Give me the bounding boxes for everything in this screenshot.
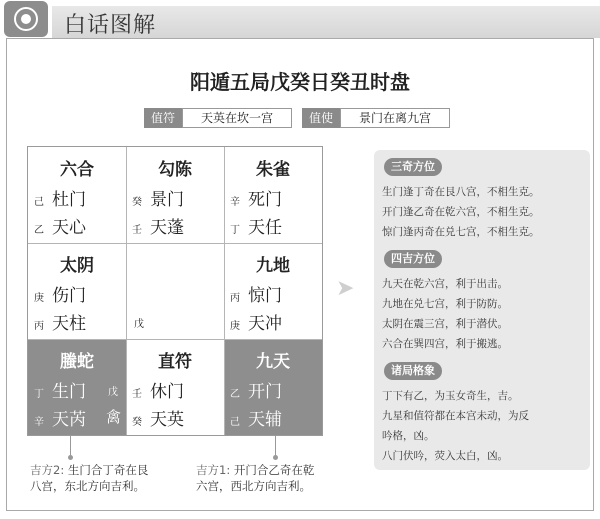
stem-bottom: 丁 — [230, 224, 240, 236]
zhishi-value: 景门在离九宫 — [340, 108, 450, 128]
zhifu-label: 值符 — [144, 108, 182, 128]
section-title-geju: 诸局格象 — [384, 362, 442, 380]
door: 生门 — [52, 382, 86, 402]
zhifu-value: 天英在坎一宫 — [182, 108, 292, 128]
door: 开门 — [248, 382, 282, 402]
zhifu-tag — [144, 108, 292, 128]
palace-god: 太阴 — [60, 256, 94, 276]
stem-bottom: 庚 — [230, 320, 240, 332]
palace-1 — [28, 147, 126, 243]
palace-god: 朱雀 — [256, 160, 290, 180]
sanqi-line: 开门逢乙奇在乾六宫，不相生克。 — [382, 206, 540, 218]
door: 伤门 — [52, 286, 86, 306]
palace-9 — [224, 339, 322, 435]
stem-top: 癸 — [132, 196, 142, 208]
siji-line: 九地在兑七宫，利于防防。 — [382, 298, 508, 310]
stem-bottom: 壬 — [132, 224, 142, 236]
palace-god: 勾陈 — [158, 160, 192, 180]
geju-line: 八门伏吟，荧入太白，凶。 — [382, 450, 508, 462]
door: 死门 — [248, 190, 282, 210]
grid-divider — [28, 243, 322, 244]
siji-line: 六合在巽四宫，利于搬逃。 — [382, 338, 508, 350]
palace-4 — [28, 243, 126, 339]
grid-divider — [224, 147, 225, 435]
note-right-line2: 六宫，西北方向吉利。 — [196, 479, 311, 493]
arrow-right-icon: ➤ — [336, 276, 355, 301]
palace-5 — [126, 243, 224, 339]
geju-line: 吟格，凶。 — [382, 430, 435, 442]
note-right-line1: 开门合乙奇在乾 — [233, 463, 315, 477]
note-left — [30, 462, 148, 494]
note-left-line1: 生门合丁奇在艮 — [67, 463, 149, 477]
stem-top: 己 — [34, 196, 44, 208]
star: 天芮 — [52, 410, 86, 430]
palace-god: 九地 — [256, 256, 290, 276]
pointer-dot — [68, 455, 73, 460]
logo-icon — [4, 1, 48, 37]
nine-palace-grid — [27, 146, 323, 436]
note-left-line2: 八宫，东北方向吉利。 — [30, 479, 145, 493]
zhishi-tag — [302, 108, 450, 128]
palace-god: 九天 — [256, 352, 290, 372]
section-title-siji: 四吉方位 — [384, 250, 442, 268]
palace-god: 直符 — [158, 352, 192, 372]
palace-god: 六合 — [60, 160, 94, 180]
star-extra: 禽 — [106, 408, 122, 426]
center-stem: 戊 — [134, 319, 144, 330]
star: 天蓬 — [150, 218, 184, 238]
star: 天任 — [248, 218, 282, 238]
zhishi-label: 值使 — [302, 108, 340, 128]
grid-divider — [126, 147, 127, 435]
stem-top: 丙 — [230, 292, 240, 304]
geju-line: 丁下有乙，为玉女奇生，吉。 — [382, 390, 519, 402]
stem-bottom: 辛 — [34, 416, 44, 428]
palace-2 — [126, 147, 224, 243]
note-left-label: 吉方2: — [30, 463, 65, 477]
stem-bottom: 丙 — [34, 320, 44, 332]
section-title-sanqi: 三奇方位 — [384, 158, 442, 176]
door: 休门 — [150, 382, 184, 402]
stem-bottom: 乙 — [34, 224, 44, 236]
geju-line: 九星和值符都在本宫未动，为反 — [382, 410, 529, 422]
stem-top: 壬 — [132, 388, 142, 400]
header-bar — [0, 0, 600, 38]
palace-3 — [224, 147, 322, 243]
sanqi-line: 惊门逢丙奇在兑七宫，不相生克。 — [382, 226, 540, 238]
stem-top: 丁 — [34, 388, 44, 400]
page-title: 阳遁五局戊癸日癸丑时盘 — [190, 70, 410, 94]
door: 杜门 — [52, 190, 86, 210]
star: 天英 — [150, 410, 184, 430]
grid-divider — [28, 339, 322, 340]
siji-line: 太阴在震三宫，利于潜伏。 — [382, 318, 508, 330]
stem-top-right: 戊 — [108, 387, 118, 398]
palace-6 — [224, 243, 322, 339]
analysis-panel — [374, 150, 590, 470]
siji-line: 九天在乾六宫，利于出击。 — [382, 278, 508, 290]
stem-top: 庚 — [34, 292, 44, 304]
star: 天心 — [52, 218, 86, 238]
stem-top: 辛 — [230, 196, 240, 208]
palace-8 — [126, 339, 224, 435]
stem-top: 乙 — [230, 388, 240, 400]
door: 景门 — [150, 190, 184, 210]
sanqi-line: 生门逢丁奇在艮八宫，不相生克。 — [382, 186, 540, 198]
palace-7 — [28, 339, 126, 435]
star: 天辅 — [248, 410, 282, 430]
note-right-label: 吉方1: — [196, 463, 231, 477]
door: 惊门 — [248, 286, 282, 306]
star: 天柱 — [52, 314, 86, 334]
palace-god: 螣蛇 — [60, 352, 94, 372]
stem-bottom: 己 — [230, 416, 240, 428]
star: 天冲 — [248, 314, 282, 334]
stem-bottom: 癸 — [132, 416, 142, 428]
pointer-dot — [273, 455, 278, 460]
note-right — [196, 462, 314, 494]
header-title: 白话图解 — [64, 13, 157, 38]
